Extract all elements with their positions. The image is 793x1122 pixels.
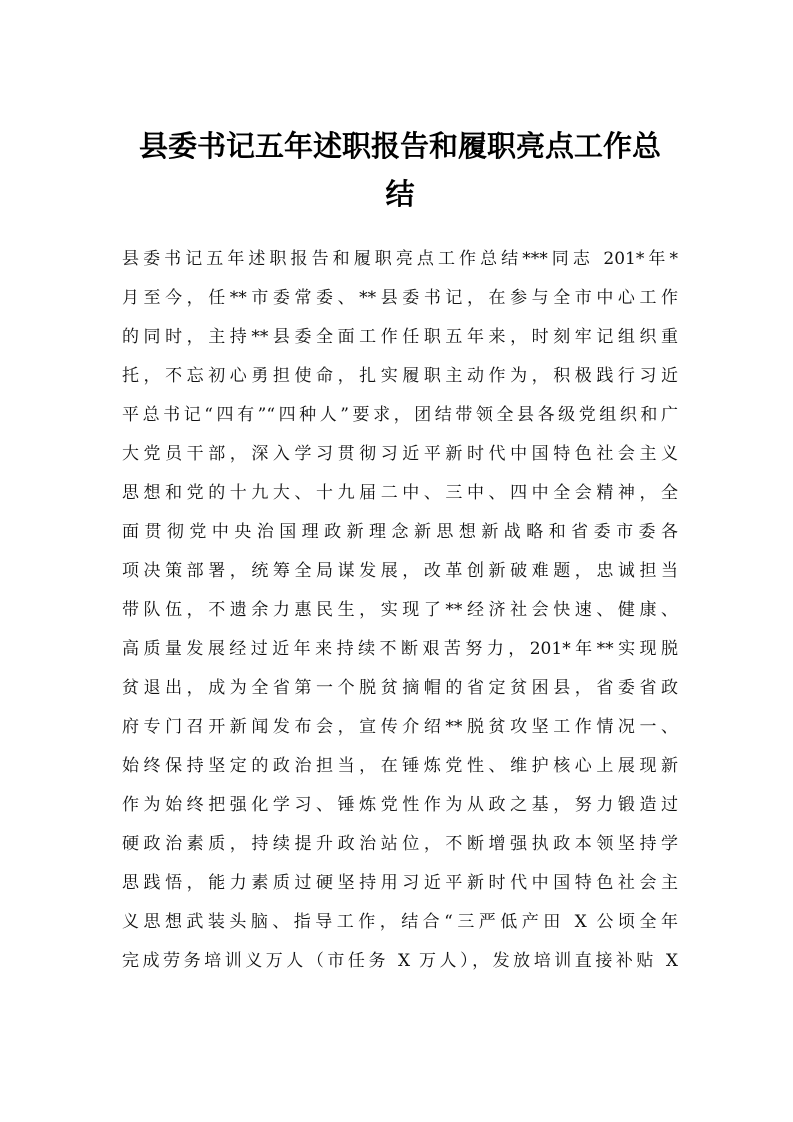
- body-line: 带队伍，不遗余力惠民生，实现了**经济社会快速、健康、: [122, 600, 678, 620]
- body-line: 平总书记“四有”“四种人”要求，团结带领全县各级党组织和广: [122, 405, 678, 425]
- body-line: 义思想武装头脑、指导工作，结合“三严低产田 X 公顷全年: [122, 912, 678, 932]
- body-line: 思想和党的十九大、十九届二中、三中、四中全会精神，全: [122, 483, 678, 503]
- body-line: 面贯彻党中央治国理政新理念新思想新战略和省委市委各: [122, 522, 678, 542]
- body-line: 府专门召开新闻发布会，宣传介绍**脱贫攻坚工作情况一、: [122, 717, 678, 737]
- body-line: 的同时，主持**县委全面工作任职五年来，时刻牢记组织重: [122, 327, 678, 347]
- body-line: 月至今，任**市委常委、**县委书记，在参与全市中心工作: [122, 288, 678, 308]
- body-line: 思践悟，能力素质过硬坚持用习近平新时代中国特色社会主: [122, 873, 678, 893]
- body-line: 作为始终把强化学习、锤炼党性作为从政之基，努力锻造过: [122, 795, 678, 815]
- body-line: 始终保持坚定的政治担当，在锤炼党性、维护核心上展现新: [122, 756, 678, 776]
- body-line: 县委书记五年述职报告和履职亮点工作总结***同志 201*年*: [122, 249, 678, 269]
- body-line: 硬政治素质，持续提升政治站位，不断增强执政本领坚持学: [122, 834, 678, 854]
- body-line: 贫退出，成为全省第一个脱贫摘帽的省定贫困县，省委省政: [122, 678, 678, 698]
- document-title-line-1: 县委书记五年述职报告和履职亮点工作总: [138, 129, 661, 163]
- body-line: 项决策部署，统筹全局谋发展，改革创新破难题，忠诚担当: [122, 561, 678, 581]
- document-title-line-2: 结: [385, 177, 415, 211]
- body-line: 大党员干部，深入学习贯彻习近平新时代中国特色社会主义: [122, 444, 678, 464]
- body-line: 完成劳务培训义万人（市任务 X 万人），发放培训直接补贴 X: [122, 951, 678, 971]
- body-line: 托，不忘初心勇担使命，扎实履职主动作为，积极践行习近: [122, 366, 678, 386]
- body-line: 高质量发展经过近年来持续不断艰苦努力，201*年**实现脱: [122, 639, 678, 659]
